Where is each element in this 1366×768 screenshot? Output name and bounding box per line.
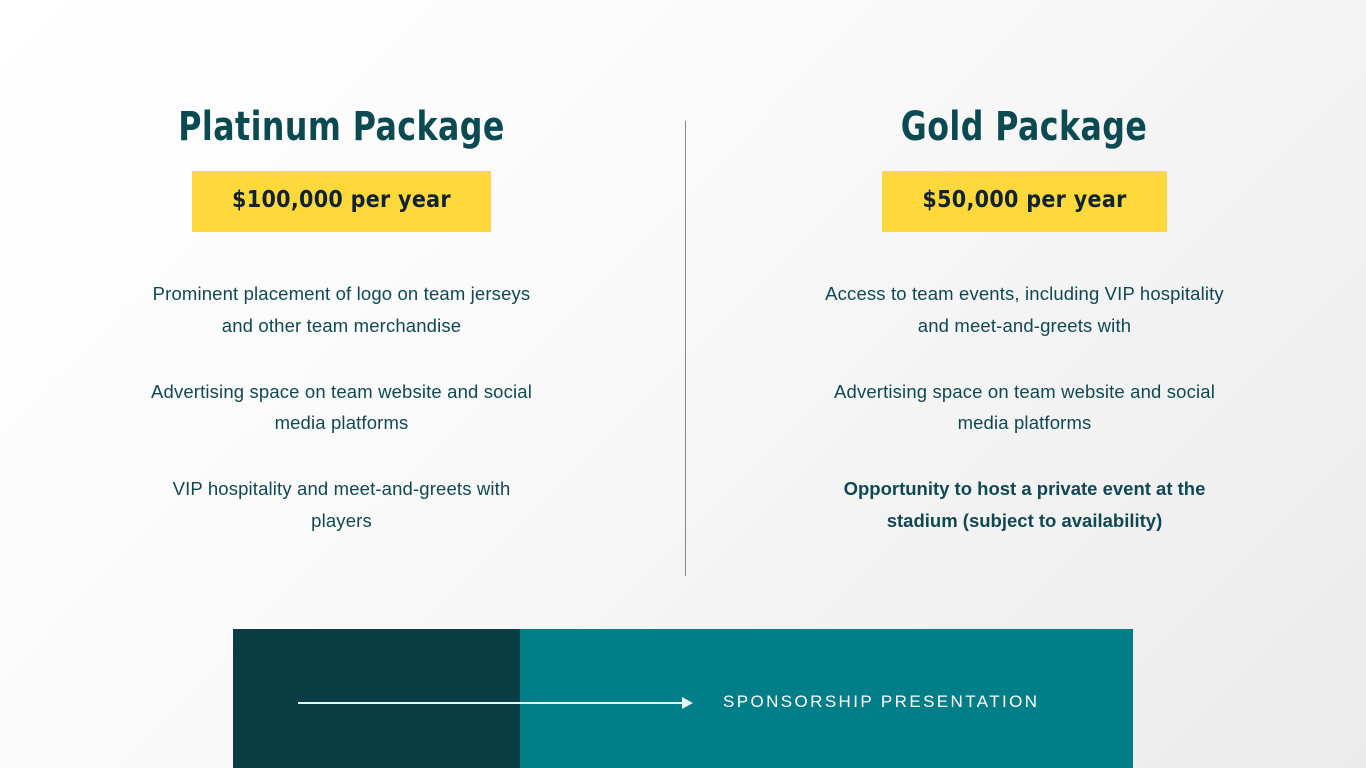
- benefit-item: Advertising space on team website and social media platforms: [151, 380, 532, 434]
- benefit-item: Advertising space on team website and social media platforms: [834, 380, 1215, 434]
- arrow-line: [298, 702, 682, 704]
- package-price-platinum: $100,000 per year: [192, 171, 491, 232]
- benefit-item: Access to team events, including VIP hospitality and meet-and-greets with: [825, 283, 1224, 336]
- footer-label: SPONSORSHIP PRESENTATION: [723, 692, 1040, 711]
- arrow-head: [682, 697, 693, 709]
- package-card-platinum: [0, 105, 683, 537]
- footer-dark-block: [233, 629, 520, 768]
- package-benefits-gold: [825, 278, 1225, 537]
- footer-banner: [233, 629, 1133, 768]
- arrow-icon: [298, 702, 693, 704]
- package-benefits-platinum: [142, 278, 542, 537]
- package-comparison: [0, 105, 1366, 537]
- package-title-platinum: Platinum Package: [178, 104, 505, 150]
- benefit-item: VIP hospitality and meet-and-greets with players: [172, 478, 511, 532]
- vertical-divider: [685, 121, 686, 576]
- package-card-gold: [683, 105, 1366, 537]
- package-price-gold: $50,000 per year: [882, 171, 1166, 232]
- package-title-gold: Gold Package: [901, 104, 1148, 150]
- benefit-item: Opportunity to host a private event at the stadium (subject to availability): [843, 478, 1206, 532]
- benefit-item: Prominent placement of logo on team jerseys and other team merchandise: [152, 283, 531, 336]
